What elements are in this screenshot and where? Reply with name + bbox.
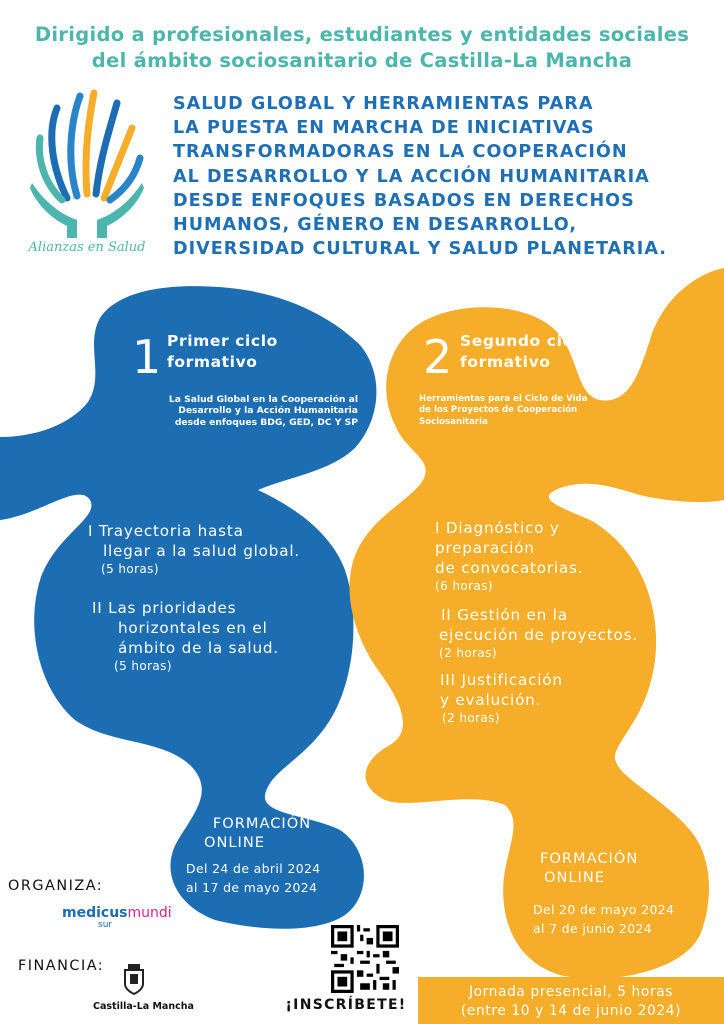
module-line: I Diagnóstico y: [435, 519, 560, 537]
cycle2-module3: [440, 670, 563, 726]
cycle2-title-line: Segundo ciclo: [460, 332, 590, 350]
organizer-logo-sub: sur: [98, 920, 113, 930]
title-line: TRANSFORMADORAS EN LA COOPERACIÓN: [173, 142, 628, 163]
module-line: I Trayectoria hasta: [88, 522, 244, 540]
organizer-logo-part1: medicus: [62, 905, 128, 921]
cycle2-desc-line: Sociosanitaria: [419, 416, 488, 427]
online-line: ONLINE: [204, 834, 265, 851]
cycle1-module2: [92, 598, 279, 674]
cycle2-dates: [533, 901, 674, 938]
date-line: al 17 de mayo 2024: [186, 879, 318, 895]
cycle2-number: 2: [423, 330, 453, 384]
online-line: FORMACIÓN: [540, 850, 639, 867]
module-hours: (6 horas): [435, 579, 493, 593]
hands-logo-icon: [22, 88, 152, 240]
cycle1-title-line: Primer ciclo: [167, 332, 278, 350]
module-line: II Gestión en la: [441, 606, 568, 624]
cycle2-desc-line: de los Proyectos de Cooperación: [419, 405, 578, 416]
title-line: DESDE ENFOQUES BASADOS EN DERECHOS: [173, 190, 635, 211]
cycle2-title: [460, 331, 589, 373]
cycle1-dates: [186, 860, 321, 897]
module-line: III Justificación: [440, 671, 563, 689]
organiza-label: ORGANIZA:: [8, 878, 104, 894]
module-line: llegar a la salud global.: [103, 542, 300, 560]
cycle1-title-line: formativo: [167, 353, 258, 371]
module-line: II Las prioridades: [92, 599, 237, 617]
module-line: ejecución de proyectos.: [439, 626, 638, 644]
cycle2-description: [419, 394, 659, 428]
title-line: HUMANOS, GÉNERO EN DESARROLLO,: [173, 215, 578, 236]
jornada-line: Jornada presencial, 5 horas: [468, 984, 674, 1000]
cycle1-module1: [88, 521, 300, 577]
funder-name: Castilla-La Mancha: [93, 1001, 194, 1012]
cycle1-description: [118, 394, 358, 428]
module-hours: (5 horas): [114, 659, 172, 673]
logo-text: Alianzas en Salud: [28, 240, 146, 255]
module-hours: (2 horas): [439, 646, 497, 660]
title-line: AL DESARROLLO Y LA ACCIÓN HUMANITARIA: [173, 166, 650, 187]
cycle1-title: [167, 331, 278, 373]
intro-text: [0, 22, 724, 74]
jornada-text: [418, 983, 724, 1021]
cycle2-desc-line: Herramientas para el Ciclo de Vida: [419, 394, 588, 404]
module-line: y evalución.: [440, 691, 542, 709]
register-label[interactable]: ¡INSCRÍBETE!: [285, 997, 407, 1013]
module-line: ámbito de la salud.: [118, 639, 279, 657]
cycle1-number: 1: [132, 330, 162, 384]
cycle1-desc-line: desde enfoques BDG, GED, DC Y SP: [174, 416, 358, 428]
module-line: preparación: [435, 539, 535, 557]
date-line: Del 20 de mayo 2024: [533, 902, 675, 917]
date-line: al 7 de junio 2024: [533, 920, 653, 936]
cycle2-module2: [439, 605, 638, 661]
intro-line: del ámbito sociosanitario de Castilla-La Mancha: [91, 49, 633, 72]
coat-of-arms-icon: [121, 962, 147, 996]
module-hours: (5 horas): [101, 562, 159, 576]
qr-code-icon[interactable]: [330, 925, 400, 993]
title-line: SALUD GLOBAL Y HERRAMIENTAS PARA: [173, 94, 594, 114]
title-line: LA PUESTA EN MARCHA DE INICIATIVAS: [173, 118, 595, 139]
cycle2-online: [540, 849, 638, 887]
cycle1-desc-line: La Salud Global en la Cooperación al: [168, 394, 358, 405]
online-line: ONLINE: [544, 869, 605, 886]
financia-label: FINANCIA:: [18, 958, 105, 974]
online-line: FORMACIÓN: [212, 815, 312, 832]
organizer-logo-part2: mundi: [127, 905, 172, 921]
module-hours: (2 horas): [442, 711, 500, 725]
main-title: [173, 92, 721, 261]
intro-line: Dirigido a profesionales, estudiantes y entidades sociales: [34, 23, 690, 46]
cycle2-title-line: formativo: [460, 353, 551, 371]
module-line: de convocatorias.: [435, 559, 584, 577]
organizer-logo: [62, 905, 172, 930]
jornada-line: (entre 10 y 14 de junio 2024): [460, 1003, 682, 1019]
cycle1-online: [202, 814, 322, 852]
cycle2-module1: [435, 518, 583, 594]
cycle1-desc-line: Desarrollo y la Acción Humanitaria: [178, 405, 358, 417]
module-line: horizontales en el: [118, 619, 268, 637]
date-line: Del 24 de abril 2024: [186, 861, 321, 876]
title-line: DIVERSIDAD CULTURAL Y SALUD PLANETARIA.: [173, 239, 667, 260]
